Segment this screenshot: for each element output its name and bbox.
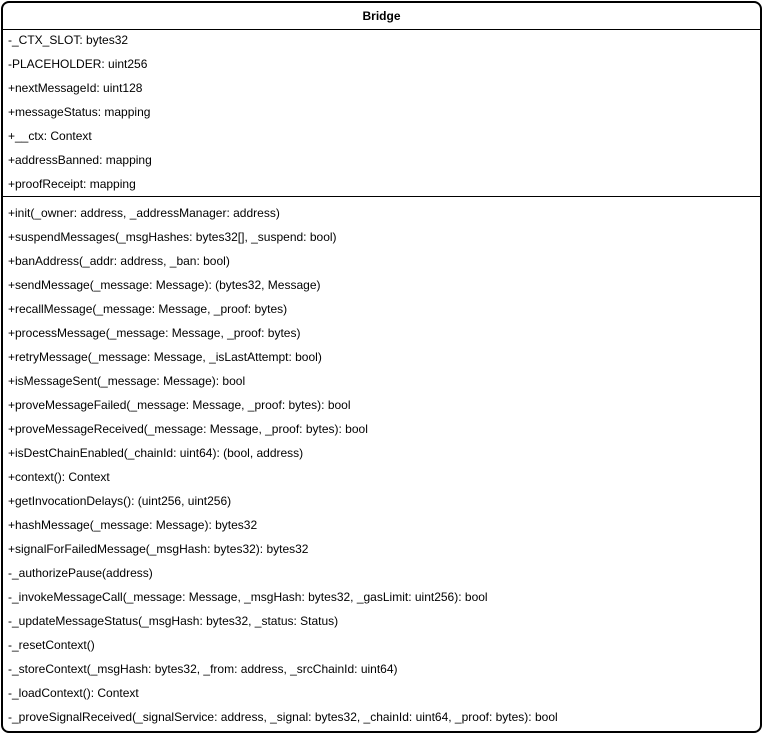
attribute-row: -PLACEHOLDER: uint256 [8,57,148,71]
method-row: +init(_owner: address, _addressManager: address) [8,206,280,220]
method-row: +sendMessage(_message: Message): (bytes32, Message) [8,278,321,292]
attribute-row: +nextMessageId: uint128 [8,81,143,95]
attribute-row: -_CTX_SLOT: bytes32 [8,33,129,47]
method-row: +recallMessage(_message: Message, _proof: bytes) [8,302,288,316]
attribute-row: +proofReceipt: mapping [8,177,136,191]
method-row: +proveMessageReceived(_message: Message, _proof: bytes): bool [8,422,368,436]
method-row: +isMessageSent(_message: Message): bool [8,374,246,388]
method-row: +getInvocationDelays(): (uint256, uint256) [8,494,232,508]
method-row: -_resetContext() [8,638,95,652]
method-row: +retryMessage(_message: Message, _isLastAttempt: bool) [8,350,322,364]
method-row: +banAddress(_addr: address, _ban: bool) [8,254,230,268]
method-row: +hashMessage(_message: Message): bytes32 [8,518,258,532]
attribute-row: +messageStatus: mapping [8,105,151,119]
class-name: Bridge [3,3,760,30]
method-row: +suspendMessages(_msgHashes: bytes32[], _suspend: bool) [8,230,337,244]
bridge-class-box [1,1,762,733]
method-row: +proveMessageFailed(_message: Message, _proof: bytes): bool [8,398,351,412]
method-row: +context(): Context [8,470,110,484]
method-row: -_authorizePause(address) [8,566,153,580]
attributes-section [3,28,760,197]
method-row: +processMessage(_message: Message, _proof: bytes) [8,326,301,340]
method-row: -_loadContext(): Context [8,686,139,700]
method-row: +isDestChainEnabled(_chainId: uint64): (bool, address) [8,446,304,460]
method-row: -_updateMessageStatus(_msgHash: bytes32, _status: Status) [8,614,339,628]
attribute-row: +addressBanned: mapping [8,153,152,167]
method-row: -_proveSignalReceived(_signalService: address, _signal: bytes32, _chainId: uint64, _proof: bytes): bool [8,710,558,724]
methods-section [3,197,760,729]
attribute-row: +__ctx: Context [8,129,92,143]
method-row: -_invokeMessageCall(_message: Message, _msgHash: bytes32, _gasLimit: uint256): bool [8,590,488,604]
method-row: +signalForFailedMessage(_msgHash: bytes32): bytes32 [8,542,309,556]
method-row: -_storeContext(_msgHash: bytes32, _from: address, _srcChainId: uint64) [8,662,398,676]
